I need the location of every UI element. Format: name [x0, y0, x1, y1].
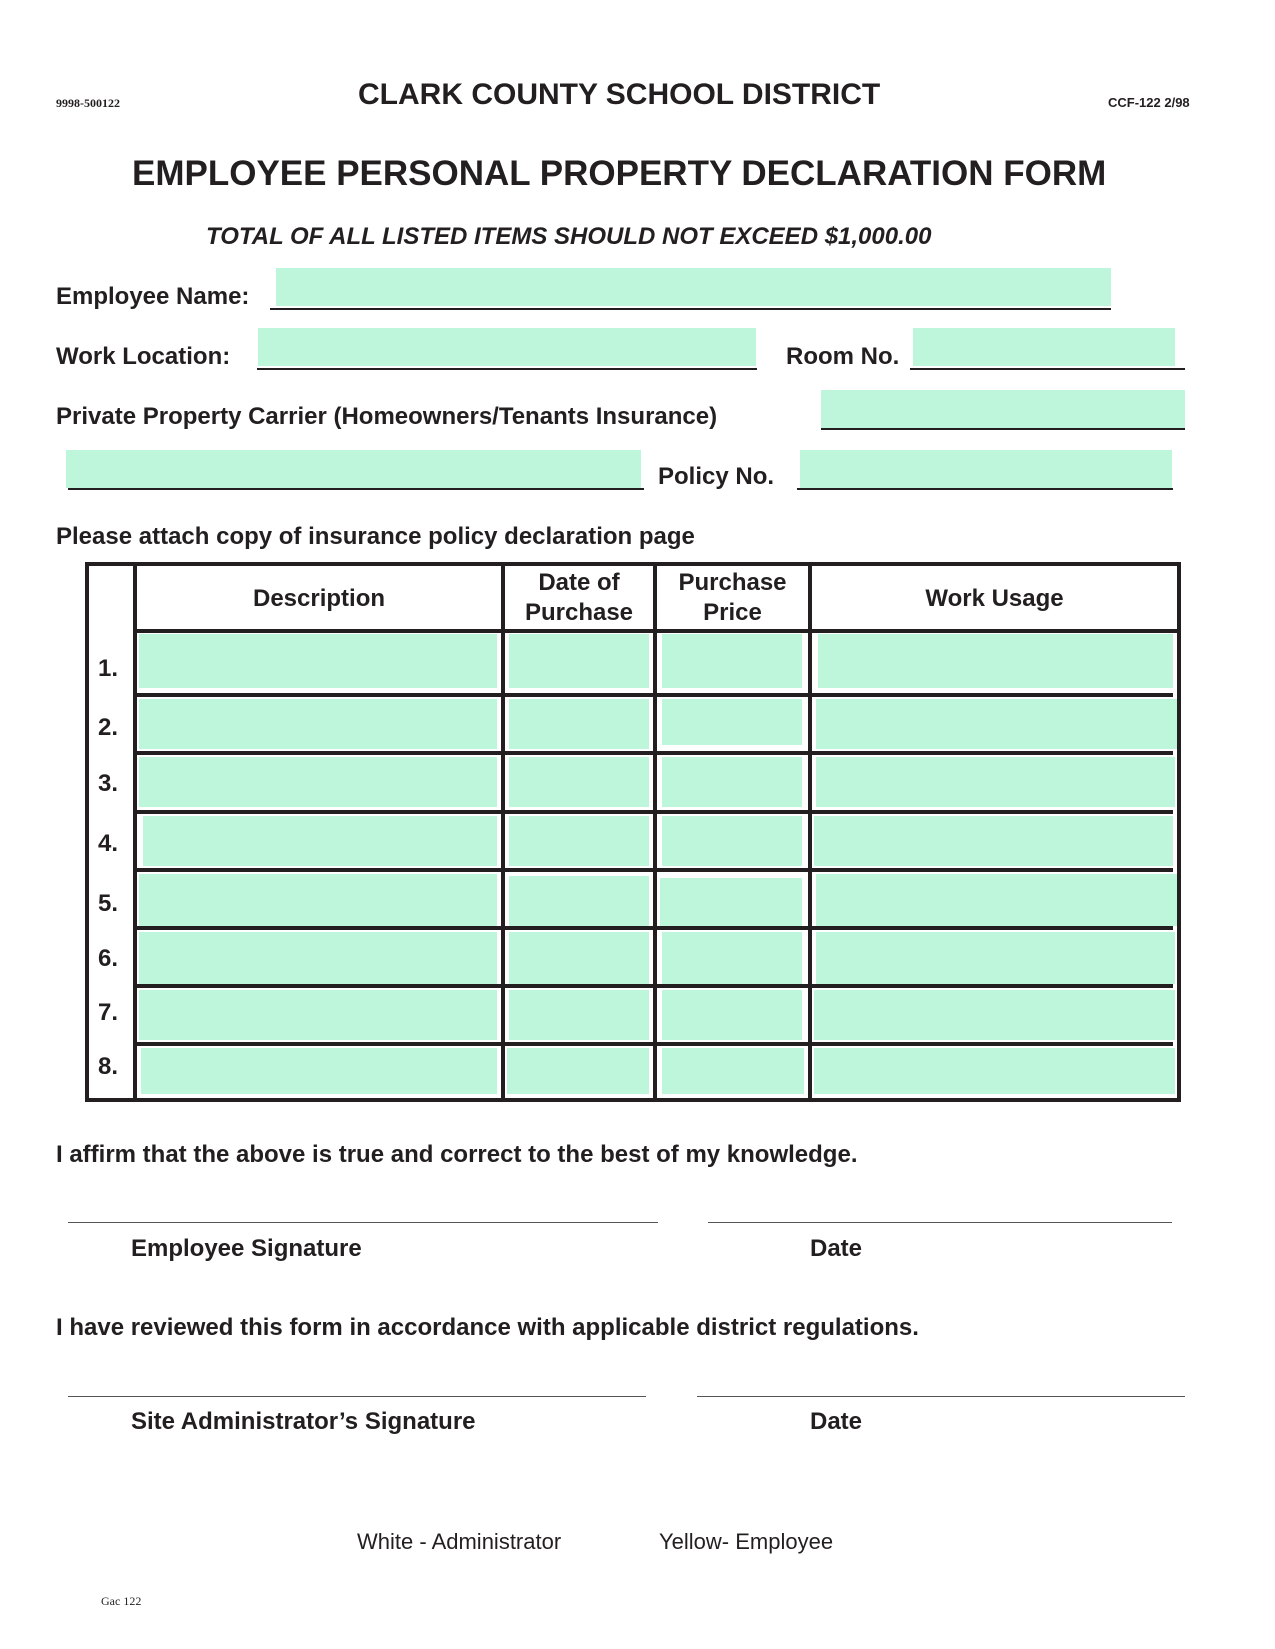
row-3-date-input[interactable]	[509, 757, 649, 807]
row-number: 1.	[98, 655, 119, 682]
row-divider	[133, 810, 1173, 814]
row-number: 6.	[98, 945, 119, 972]
copy-white-note: White - Administrator	[357, 1529, 562, 1554]
employee-name-input[interactable]	[276, 268, 1111, 306]
col-header-date-line1: Date of	[538, 569, 620, 596]
room-no-input[interactable]	[913, 328, 1175, 366]
work-location-input[interactable]	[258, 328, 756, 366]
row-divider	[133, 751, 1173, 755]
employee-name-label: Employee Name:	[56, 283, 250, 310]
carrier-underline-2	[68, 488, 644, 490]
col-header-price-line1: Purchase	[678, 569, 787, 596]
row-2-description-input[interactable]	[139, 699, 497, 749]
policy-no-underline	[797, 488, 1173, 490]
employee-date-label: Date	[810, 1235, 863, 1262]
policy-no-input[interactable]	[800, 450, 1172, 488]
row-2-date-input[interactable]	[509, 699, 649, 749]
admin-date-label: Date	[810, 1408, 863, 1435]
review-statement: I have reviewed this form in accordance with applicable district regulations.	[56, 1314, 919, 1341]
col-header-usage: Work Usage	[925, 585, 1064, 612]
col-header-date-line2: Purchase	[524, 599, 634, 626]
work-location-label: Work Location:	[56, 343, 231, 370]
row-7-price-input[interactable]	[662, 990, 802, 1040]
carrier-underline	[821, 428, 1185, 430]
admin-signature-line[interactable]	[68, 1396, 646, 1397]
row-7-date-input[interactable]	[509, 990, 649, 1040]
room-no-label: Room No.	[786, 343, 900, 370]
row-7-description-input[interactable]	[139, 990, 497, 1040]
row-3-usage-input[interactable]	[816, 757, 1175, 807]
row-4-description-input[interactable]	[143, 816, 497, 866]
carrier-input-2[interactable]	[66, 450, 641, 488]
row-4-price-input[interactable]	[662, 816, 802, 866]
district-name: CLARK COUNTY SCHOOL DISTRICT	[358, 78, 881, 111]
employee-date-line[interactable]	[708, 1222, 1172, 1223]
footer-code: Gac 122	[101, 1594, 142, 1608]
row-4-usage-input[interactable]	[814, 816, 1173, 866]
admin-date-line[interactable]	[697, 1396, 1185, 1397]
row-1-date-input[interactable]	[509, 634, 649, 688]
row-divider	[133, 926, 1173, 930]
policy-no-label: Policy No.	[658, 463, 775, 490]
affirm-statement: I affirm that the above is true and correct to the best of my knowledge.	[56, 1141, 858, 1168]
room-no-underline	[910, 368, 1185, 370]
row-8-price-input[interactable]	[662, 1048, 804, 1094]
row-number: 3.	[98, 770, 119, 797]
col-divider-2	[501, 562, 505, 1102]
col-divider-1	[133, 562, 137, 1102]
row-6-date-input[interactable]	[509, 932, 649, 984]
row-3-description-input[interactable]	[139, 757, 497, 807]
row-4-date-input[interactable]	[509, 816, 649, 866]
form-code-right: CCF-122 2/98	[1108, 95, 1190, 110]
employee-name-underline	[270, 308, 1111, 310]
row-8-date-input[interactable]	[507, 1048, 649, 1094]
col-header-price-line2: Price	[703, 599, 762, 626]
row-divider	[133, 1042, 1173, 1046]
page-title: EMPLOYEE PERSONAL PROPERTY DECLARATION FORM	[132, 154, 1107, 193]
row-8-usage-input[interactable]	[814, 1048, 1175, 1094]
admin-signature-label: Site Administrator’s Signature	[131, 1408, 476, 1435]
row-1-description-input[interactable]	[139, 634, 497, 688]
row-3-price-input[interactable]	[662, 757, 802, 807]
subtitle: TOTAL OF ALL LISTED ITEMS SHOULD NOT EXCEED $1,000.00	[206, 223, 932, 250]
row-divider	[133, 868, 1173, 872]
row-2-price-input[interactable]	[662, 699, 802, 745]
work-location-underline	[257, 368, 757, 370]
col-header-date	[505, 568, 653, 628]
row-6-price-input[interactable]	[662, 932, 802, 984]
copy-yellow-note: Yellow- Employee	[659, 1529, 834, 1554]
row-number: 5.	[98, 890, 119, 917]
col-divider-4	[808, 562, 812, 1102]
row-number: 7.	[98, 999, 119, 1026]
row-6-usage-input[interactable]	[816, 932, 1175, 984]
row-number: 4.	[98, 830, 119, 857]
row-7-usage-input[interactable]	[814, 990, 1175, 1040]
row-number: 8.	[98, 1053, 119, 1080]
row-1-price-input[interactable]	[662, 634, 802, 688]
row-6-description-input[interactable]	[139, 932, 497, 984]
attach-note: Please attach copy of insurance policy declaration page	[56, 523, 695, 550]
row-5-price-input[interactable]	[660, 878, 802, 926]
row-5-usage-input[interactable]	[816, 874, 1177, 926]
row-8-description-input[interactable]	[141, 1048, 497, 1094]
col-divider-3	[653, 562, 657, 1102]
form-code-left: 9998-500122	[56, 96, 120, 110]
carrier-label: Private Property Carrier (Homeowners/Tenants Insurance)	[56, 403, 718, 430]
header-bottom-border	[133, 629, 1181, 633]
row-2-usage-input[interactable]	[816, 699, 1177, 749]
row-1-usage-input[interactable]	[818, 634, 1173, 688]
row-5-description-input[interactable]	[139, 874, 497, 926]
row-number: 2.	[98, 714, 119, 741]
row-divider	[133, 984, 1173, 988]
employee-signature-line[interactable]	[68, 1222, 658, 1223]
employee-signature-label: Employee Signature	[131, 1235, 362, 1262]
col-header-description: Description	[252, 585, 386, 612]
row-divider	[133, 693, 1173, 697]
carrier-input[interactable]	[821, 390, 1185, 428]
col-header-price	[657, 568, 808, 628]
row-5-date-input[interactable]	[509, 876, 649, 926]
